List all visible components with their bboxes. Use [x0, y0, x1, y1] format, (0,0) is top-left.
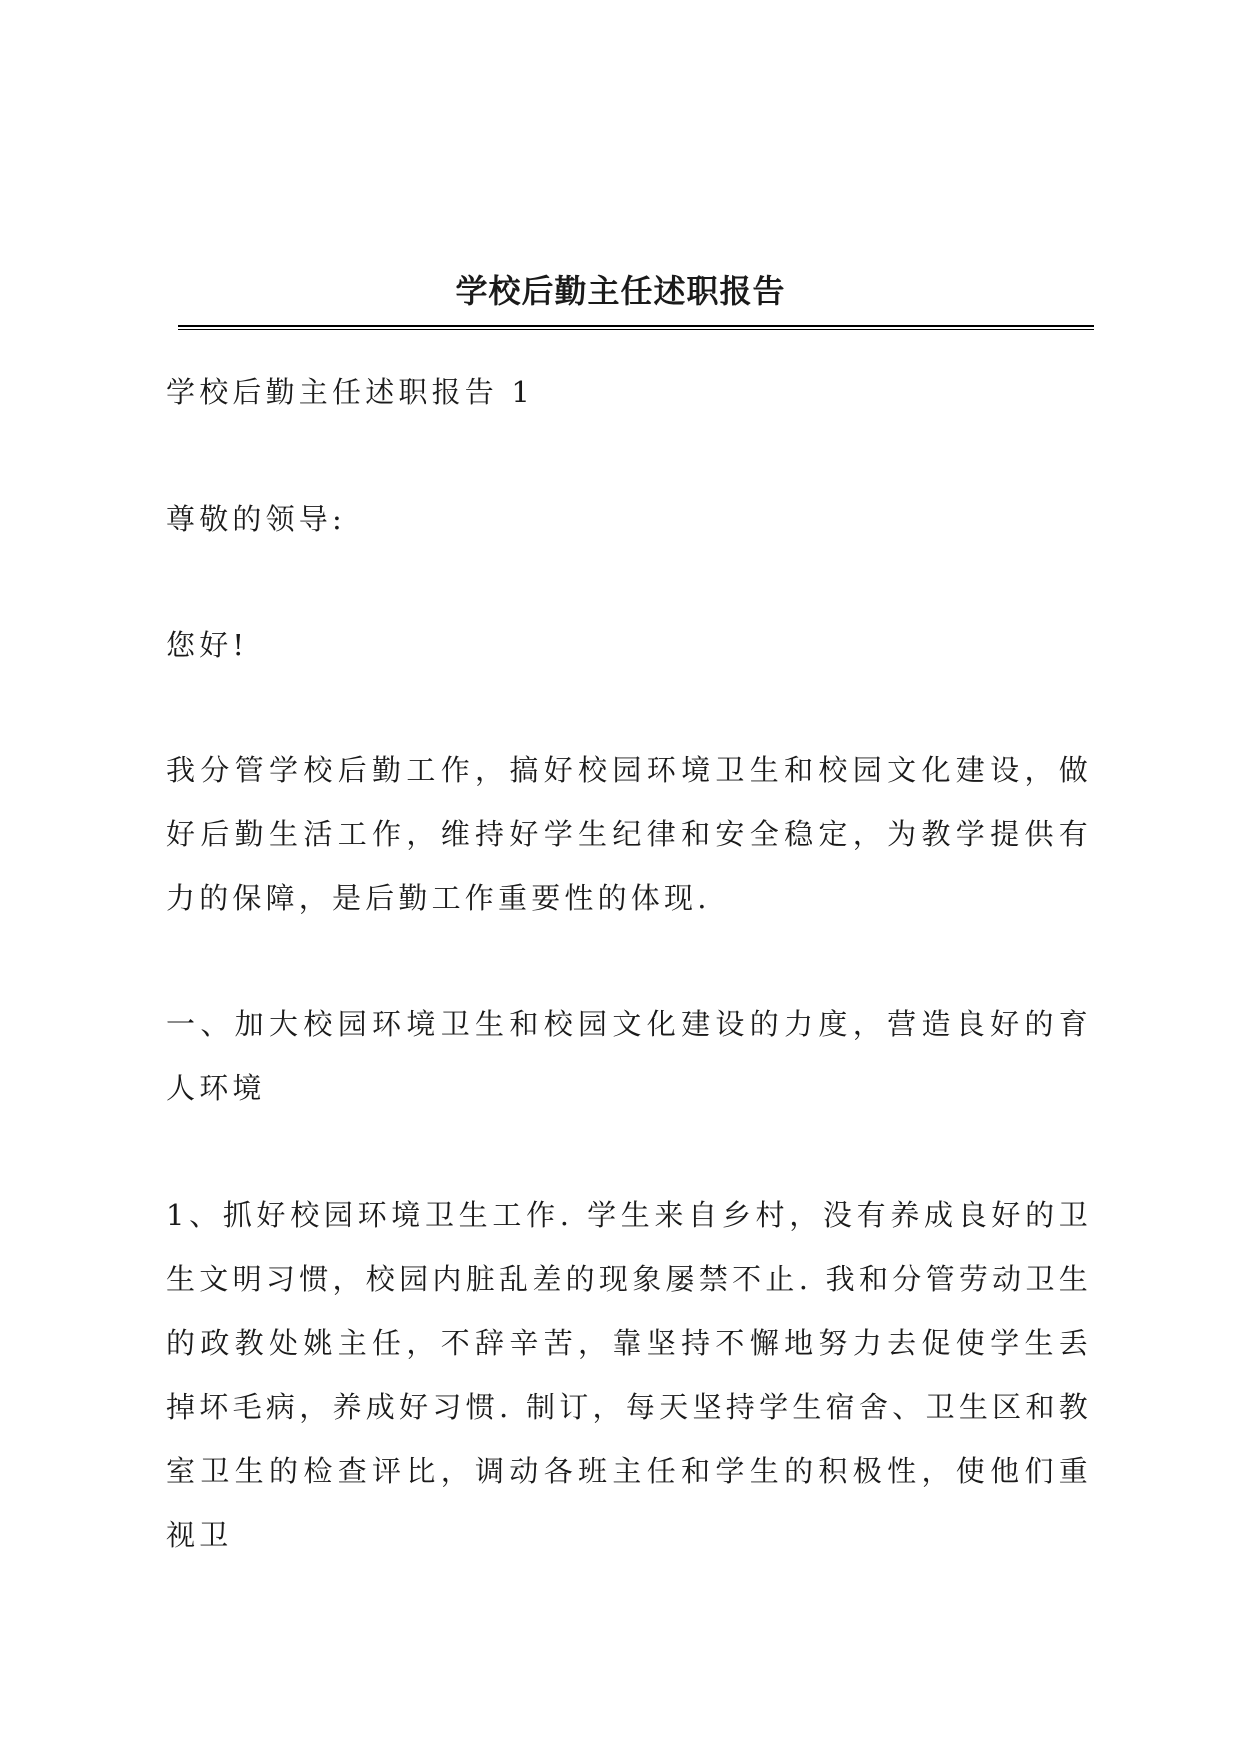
body-paragraph-1: 1、抓好校园环境卫生工作. 学生来自乡村，没有养成良好的卫生文明习惯，校园内脏乱差的现象屡禁不止. 我和分管劳动卫生的政教处姚主任，不辞辛苦，靠坚持不懈地努力去促使学生丢掉坏毛病，养成好习惯. 制订，每天坚持学生宿舍、卫生区和教室卫生的检查评比，调动各班主任和学生的积极性，使他们重视卫 — [166, 1198, 1092, 1552]
title-divider — [178, 325, 1094, 330]
document-title: 学校后勤主任述职报告 — [455, 272, 786, 311]
salutation: 尊敬的领导: — [166, 502, 346, 536]
greeting: 您好! — [166, 628, 249, 662]
section-heading-1: 一、加大校园环境卫生和校园文化建设的力度，营造良好的育人环境 — [166, 1007, 1092, 1105]
intro-paragraph: 我分管学校后勤工作，搞好校园环境卫生和校园文化建设，做好后勤生活工作，维持好学生纪律和安全稳定，为教学提供有力的保障，是后勤工作重要性的体现. — [166, 753, 1092, 915]
report-subtitle: 学校后勤主任述职报告 1 — [166, 375, 535, 409]
